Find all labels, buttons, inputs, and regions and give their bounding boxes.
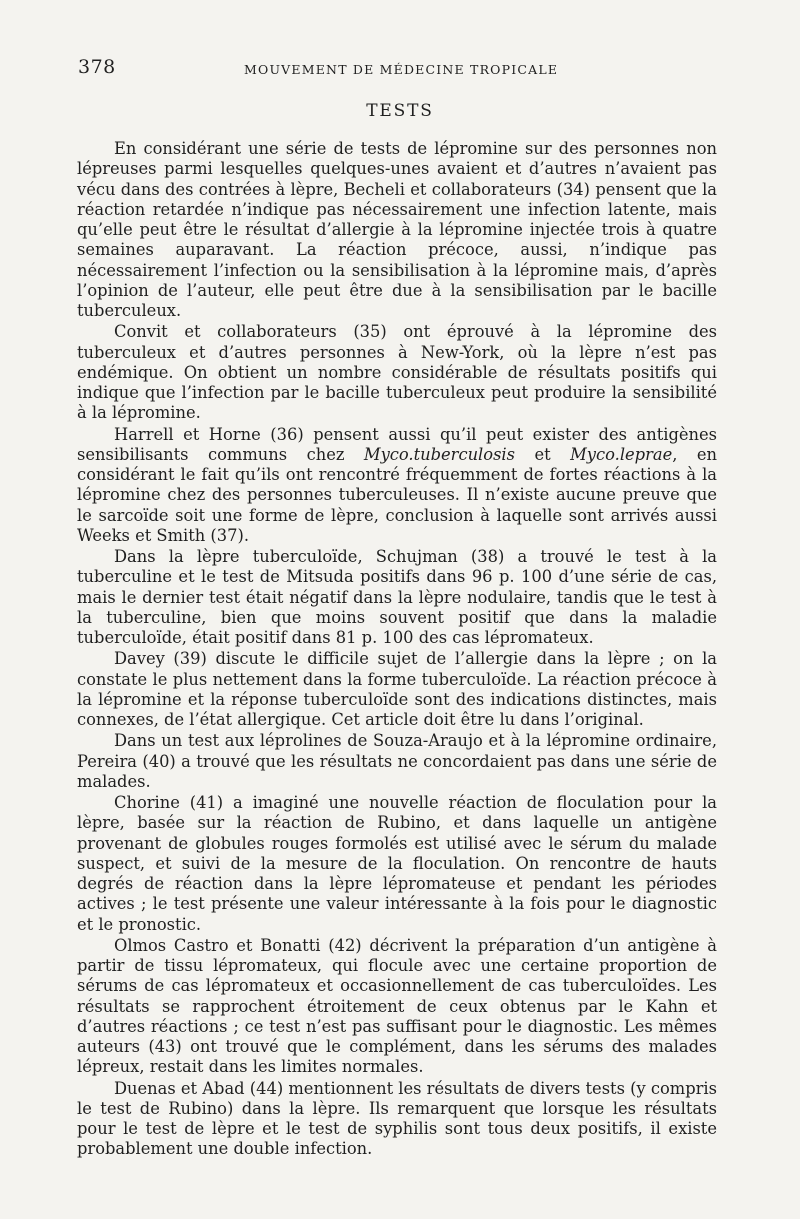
paragraph-harrell-tail: , en considérant le fait qu’ils ont rencontré fréquemment de fortes réactions à la lépromine chez des personnes tuberculeuses. Il n’existe aucune preuve que le sarcoïde soit une forme de lèpre, conclusion à laquelle sont arrivés aussi Weeks et Smith (37). — [77, 444, 717, 545]
paragraph-chorine: Chorine (41) a imaginé une nouvelle réaction de floculation pour la lèpre, basée sur la réaction de Rubino, et dans laquelle un antigène provenant de globules rouges formolés est utilisé avec le sérum du malade suspect, et suivi de la mesure de la floculation. On rencontre de hauts degrés de réaction dans la lèpre lépromateuse et pendant les périodes actives ; le test présente une valeur intéressante à la fois pour le diagnostic et le pronostic. — [77, 793, 717, 934]
paragraph-pereira: Dans un test aux léprolines de Souza-Araujo et à la lépromine ordinaire, Pereira (40) a trouvé que les résultats ne concordaient pas dans une série de malades. — [77, 731, 717, 791]
paragraph-duenas: Duenas et Abad (44) mentionnent les résultats de divers tests (y compris le test de Rubino) dans la lèpre. Ils remarquent que lorsque les résultats pour le test de lèpre et le test de syphilis sont tous deux positifs, il existe probablement une double infection. — [77, 1078, 717, 1159]
section-title: TESTS — [366, 101, 434, 121]
page-number: 378 — [78, 56, 116, 78]
paragraph-becheli: En considérant une série de tests de lépromine sur des personnes non lépreuses parmi lesquelles quelques-unes avaient et d’autres n’avaient pas vécu dans des contrées à lèpre, Becheli et collaborateurs (34) pensent que la réaction retardée n’indique pas nécessairement une infection latente, mais qu’elle peut être le résultat d’allergie à la lépromine injectée trois à quatre semaines auparavant. La réaction précoce, aussi, n’indique pas nécessairement l’infection ou la sensibilisation à la lépromine mais, d’après l’opinion de l’auteur, elle peut être due à la sensibilisation par le bacille tuberculeux. — [77, 139, 717, 320]
paragraph-harrell-intro: Harrell et Horne (36) pensent aussi qu’il peut exister des antigènes sensibilisants communs chez — [77, 424, 717, 464]
running-head — [78, 56, 718, 86]
paragraph-schujman: Dans la lèpre tuberculoïde, Schujman (38) a trouvé le test à la tuberculine et le test de Mitsuda positifs dans 96 p. 100 d’une série de cas, mais le dernier test était négatif dans la lèpre nodulaire, tandis que le test à la tuberculine, bien que moins souvent positif que dans la maladie tuberculoïde, était positif dans 81 p. 100 des cas lépromateux. — [77, 547, 717, 647]
conjunction-text: et — [515, 444, 571, 464]
body-text — [77, 139, 717, 1161]
paragraph-davey: Davey (39) discute le difficile sujet de l’allergie dans la lèpre ; on la constate le plus nettement dans la forme tuberculoïde. La réaction précoce à la lépromine et la réponse tuberculoïde sont des indications distinctes, mais connexes, de l’état allergique. Cet article doit être lu dans l’original. — [77, 649, 717, 729]
paragraph-olmos-castro: Olmos Castro et Bonatti (42) décrivent la préparation d’un antigène à partir de tissu lépromateux, qui flocule avec une certaine proportion de sérums de cas lépromateux et occasionnellement de cas tuberculoïdes. Les résultats se rapprochent étroitement de ceux obtenus par le Kahn et d’autres réactions ; ce test n’est pas suffisant pour le diagnostic. Les mêmes auteurs (43) ont trouvé que le complément, dans les sérums des malades lépreux, restait dans les limites normales. — [77, 935, 717, 1077]
paragraph-convit: Convit et collaborateurs (35) ont éprouvé à la lépromine des tuberculeux et d’autres personnes à New-York, où la lèpre n’est pas endémique. On obtient un nombre considérable de résultats positifs qui indique que l’infection par le bacille tuberculeux peut produire la sensibilité à la lépromine. — [77, 322, 717, 423]
species-name-leprae: Myco.leprae — [570, 444, 673, 464]
species-name-tuberculosis: Myco.tuberculosis — [363, 444, 515, 464]
journal-title: MOUVEMENT DE MÉDECINE TROPICALE — [244, 62, 559, 77]
paragraph-harrell — [77, 425, 717, 547]
